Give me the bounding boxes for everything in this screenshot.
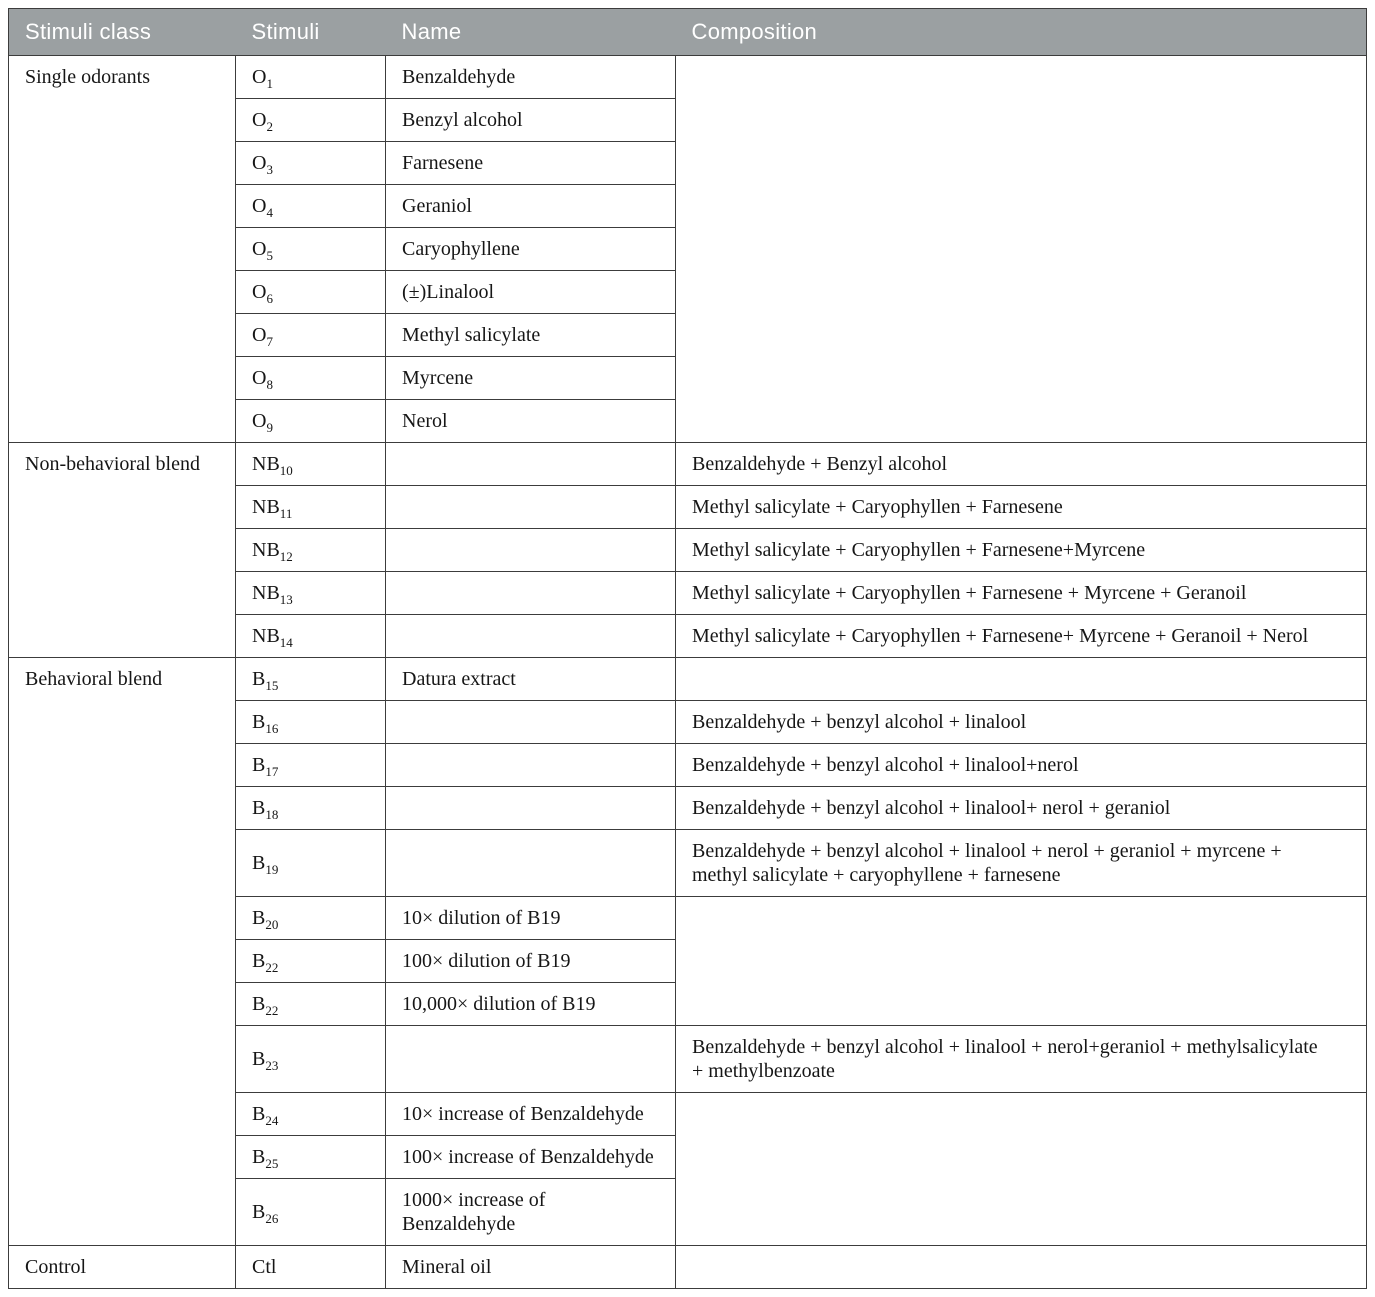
stimulus-subscript: 7	[266, 334, 273, 349]
stimulus-cell	[236, 1136, 386, 1179]
name-cell: 100× dilution of B19	[386, 940, 676, 983]
name-cell	[386, 830, 676, 897]
name-cell: Caryophyllene	[386, 228, 676, 271]
stimulus-label: O	[252, 238, 267, 260]
name-cell	[386, 529, 676, 572]
stimulus-subscript: 14	[279, 635, 293, 650]
name-cell: 10× dilution of B19	[386, 897, 676, 940]
stimulus-cell	[236, 572, 386, 615]
stimulus-cell	[236, 271, 386, 314]
stimulus-label: B	[252, 907, 266, 929]
name-cell: Methyl salicylate	[386, 314, 676, 357]
stimulus-cell	[236, 744, 386, 787]
stimulus-subscript: 6	[266, 291, 273, 306]
stimulus-label: B	[252, 1201, 266, 1223]
stimulus-subscript: 19	[265, 862, 279, 877]
composition-cell	[676, 983, 1367, 1026]
stimulus-cell	[236, 443, 386, 486]
stimulus-cell	[236, 314, 386, 357]
stimuli-table	[8, 8, 1367, 1289]
stimulus-cell	[236, 830, 386, 897]
name-cell	[386, 744, 676, 787]
name-cell: Benzyl alcohol	[386, 99, 676, 142]
stimulus-cell	[236, 701, 386, 744]
stimulus-label: NB	[252, 539, 280, 561]
stimulus-cell	[236, 228, 386, 271]
header-composition: Composition	[676, 9, 1367, 56]
stimulus-label: O	[252, 195, 267, 217]
stimulus-cell	[236, 529, 386, 572]
stimulus-subscript: 4	[266, 205, 273, 220]
stimulus-label: NB	[252, 625, 280, 647]
stimulus-subscript: 23	[265, 1058, 279, 1073]
composition-cell	[676, 185, 1367, 228]
name-cell	[386, 443, 676, 486]
stimulus-subscript: 15	[265, 678, 279, 693]
name-cell: Myrcene	[386, 357, 676, 400]
stimulus-cell	[236, 787, 386, 830]
stimulus-label: O	[252, 410, 267, 432]
name-cell: Datura extract	[386, 658, 676, 701]
name-cell: 1000× increase of Benzaldehyde	[386, 1179, 676, 1246]
composition-cell: Benzaldehyde + benzyl alcohol + linalool	[676, 701, 1367, 744]
stimulus-cell	[236, 983, 386, 1026]
stimulus-subscript: 12	[279, 549, 293, 564]
stimuli-class-cell: Behavioral blend	[9, 658, 236, 1246]
stimulus-label: B	[252, 1103, 266, 1125]
composition-cell	[676, 1179, 1367, 1246]
stimulus-label: Ctl	[252, 1256, 277, 1278]
table-row	[9, 56, 1367, 99]
stimulus-subscript: 25	[265, 1156, 279, 1171]
stimulus-subscript: 8	[266, 377, 273, 392]
composition-cell	[676, 1136, 1367, 1179]
composition-cell	[676, 940, 1367, 983]
stimulus-subscript: 26	[265, 1211, 279, 1226]
stimulus-label: B	[252, 1146, 266, 1168]
composition-cell: Benzaldehyde + Benzyl alcohol	[676, 443, 1367, 486]
stimuli-class-cell: Single odorants	[9, 56, 236, 443]
stimulus-label: NB	[252, 453, 280, 475]
composition-cell	[676, 99, 1367, 142]
composition-cell: Methyl salicylate + Caryophyllen + Farnesene + Myrcene + Geranoil	[676, 572, 1367, 615]
composition-cell: Methyl salicylate + Caryophyllen + Farnesene	[676, 486, 1367, 529]
name-cell: 10× increase of Benzaldehyde	[386, 1093, 676, 1136]
header-name: Name	[386, 9, 676, 56]
header-row	[9, 9, 1367, 56]
stimulus-subscript: 17	[265, 764, 279, 779]
composition-cell: Methyl salicylate + Caryophyllen + Farnesene+Myrcene	[676, 529, 1367, 572]
name-cell	[386, 572, 676, 615]
composition-cell: Methyl salicylate + Caryophyllen + Farnesene+ Myrcene + Geranoil + Nerol	[676, 615, 1367, 658]
stimulus-cell	[236, 1093, 386, 1136]
composition-cell	[676, 228, 1367, 271]
stimulus-subscript: 22	[265, 960, 279, 975]
stimulus-label: B	[252, 711, 266, 733]
stimulus-label: NB	[252, 496, 280, 518]
name-cell: 100× increase of Benzaldehyde	[386, 1136, 676, 1179]
name-cell: Farnesene	[386, 142, 676, 185]
name-cell: Mineral oil	[386, 1246, 676, 1289]
stimulus-cell	[236, 1179, 386, 1246]
stimulus-subscript: 24	[265, 1113, 279, 1128]
stimulus-label: B	[252, 754, 266, 776]
stimulus-subscript: 3	[266, 162, 273, 177]
composition-cell	[676, 357, 1367, 400]
composition-cell: Benzaldehyde + benzyl alcohol + linalool + nerol + geraniol + myrcene + methyl salicylate + caryophyllene + farnesene	[676, 830, 1367, 897]
stimulus-label: O	[252, 324, 267, 346]
table-header	[9, 9, 1367, 56]
stimulus-subscript: 11	[279, 506, 293, 521]
composition-cell	[676, 271, 1367, 314]
stimulus-subscript: 5	[266, 248, 273, 263]
stimulus-subscript: 10	[279, 463, 293, 478]
stimulus-subscript: 1	[266, 76, 273, 91]
stimulus-cell	[236, 1246, 386, 1289]
composition-cell	[676, 1246, 1367, 1289]
stimulus-label: NB	[252, 582, 280, 604]
name-cell	[386, 701, 676, 744]
composition-cell: Benzaldehyde + benzyl alcohol + linalool+ nerol + geraniol	[676, 787, 1367, 830]
name-cell	[386, 615, 676, 658]
name-cell: Geraniol	[386, 185, 676, 228]
name-cell	[386, 486, 676, 529]
composition-cell	[676, 1093, 1367, 1136]
composition-cell	[676, 658, 1367, 701]
stimulus-cell	[236, 400, 386, 443]
stimulus-label: O	[252, 109, 267, 131]
composition-cell	[676, 56, 1367, 99]
stimulus-cell	[236, 185, 386, 228]
stimulus-cell	[236, 357, 386, 400]
stimulus-label: O	[252, 281, 267, 303]
table-row	[9, 443, 1367, 486]
composition-cell	[676, 314, 1367, 357]
stimulus-cell	[236, 99, 386, 142]
stimulus-label: O	[252, 152, 267, 174]
stimulus-cell	[236, 142, 386, 185]
stimulus-cell	[236, 940, 386, 983]
name-cell: Benzaldehyde	[386, 56, 676, 99]
name-cell: Nerol	[386, 400, 676, 443]
stimulus-label: B	[252, 950, 266, 972]
name-cell: (±)Linalool	[386, 271, 676, 314]
stimulus-cell	[236, 56, 386, 99]
table-row	[9, 658, 1367, 701]
stimulus-cell	[236, 615, 386, 658]
stimulus-subscript: 13	[279, 592, 293, 607]
composition-cell: Benzaldehyde + benzyl alcohol + linalool + nerol+geraniol + methylsalicylate + methylbenzoate	[676, 1026, 1367, 1093]
table-body	[9, 56, 1367, 1289]
stimulus-label: O	[252, 367, 267, 389]
stimulus-subscript: 9	[266, 420, 273, 435]
stimulus-subscript: 20	[265, 917, 279, 932]
stimulus-cell	[236, 486, 386, 529]
stimuli-class-cell: Control	[9, 1246, 236, 1289]
composition-cell: Benzaldehyde + benzyl alcohol + linalool+nerol	[676, 744, 1367, 787]
stimulus-subscript: 22	[265, 1003, 279, 1018]
stimulus-label: B	[252, 797, 266, 819]
stimulus-cell	[236, 1026, 386, 1093]
table-row	[9, 1246, 1367, 1289]
composition-cell	[676, 142, 1367, 185]
stimulus-label: B	[252, 668, 266, 690]
name-cell	[386, 787, 676, 830]
name-cell	[386, 1026, 676, 1093]
name-cell: 10,000× dilution of B19	[386, 983, 676, 1026]
composition-cell	[676, 897, 1367, 940]
header-stimuli: Stimuli	[236, 9, 386, 56]
stimulus-label: B	[252, 993, 266, 1015]
stimulus-subscript: 16	[265, 721, 279, 736]
header-stimuli-class: Stimuli class	[9, 9, 236, 56]
stimulus-cell	[236, 897, 386, 940]
stimulus-subscript: 2	[266, 119, 273, 134]
stimulus-label: B	[252, 852, 266, 874]
stimulus-label: B	[252, 1048, 266, 1070]
stimulus-label: O	[252, 66, 267, 88]
stimulus-cell	[236, 658, 386, 701]
composition-cell	[676, 400, 1367, 443]
stimulus-subscript: 18	[265, 807, 279, 822]
stimuli-class-cell: Non-behavioral blend	[9, 443, 236, 658]
